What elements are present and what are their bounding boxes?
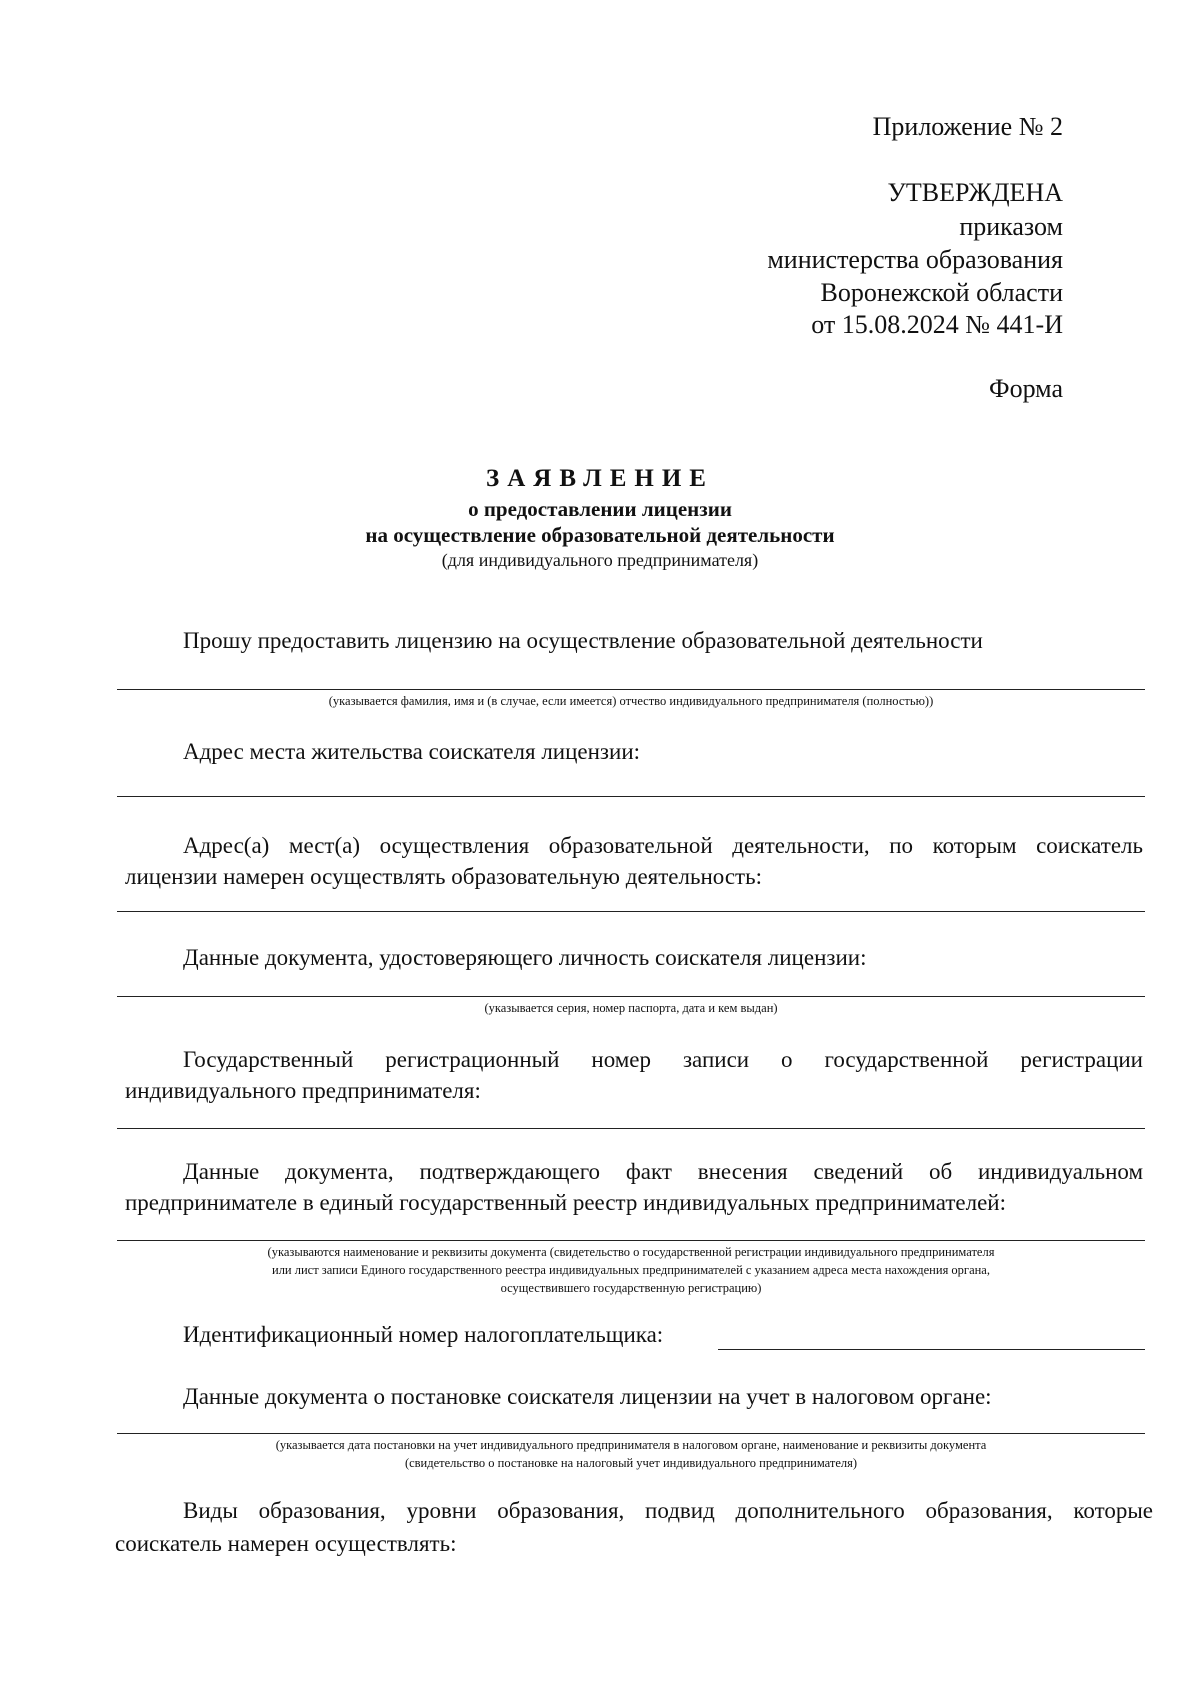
- tax-line[interactable]: [117, 1433, 1145, 1434]
- egrip-label-line-2: предпринимателе в единый государственный реестр индивидуальных предпринимателей:: [125, 1190, 1006, 1215]
- places-line[interactable]: [117, 911, 1145, 912]
- title-line-3: на осуществление образовательной деятельности: [365, 523, 835, 547]
- residence-line[interactable]: [117, 796, 1145, 797]
- residence-label: Адрес места жительства соискателя лицензии:: [183, 739, 641, 764]
- regnum-label-line-1: Государственный регистрационный номер записи о государственной регистрации: [183, 1047, 1143, 1072]
- identity-note: (указывается серия, номер паспорта, дата и кем выдан): [484, 1001, 778, 1015]
- document-title: ЗАЯВЛЕНИЕ: [486, 465, 714, 492]
- inn-line[interactable]: [718, 1349, 1145, 1350]
- identity-label: Данные документа, удостоверяющего личность соискателя лицензии:: [183, 945, 867, 970]
- applicant-name-line[interactable]: [117, 689, 1145, 690]
- tax-label: Данные документа о постановке соискателя лицензии на учет в налоговом органе:: [183, 1384, 992, 1409]
- appendix-label: Приложение № 2: [872, 112, 1063, 141]
- identity-line[interactable]: [117, 996, 1145, 997]
- form-label: Форма: [989, 374, 1063, 403]
- tax-note-line-1: (указывается дата постановки на учет индивидуального предпринимателя в налоговом органе, наименование и реквизиты документа: [275, 1438, 987, 1452]
- regnum-label-line-2: индивидуального предпринимателя:: [125, 1078, 481, 1103]
- egrip-label-line-1: Данные документа, подтверждающего факт внесения сведений об индивидуальном: [183, 1159, 1143, 1184]
- places-label-line-1: Адрес(а) мест(а) осуществления образовательной деятельности, по которым соискатель: [183, 833, 1143, 858]
- inn-label: Идентификационный номер налогоплательщика:: [183, 1322, 664, 1347]
- title-line-2: о предоставлении лицензии: [468, 497, 732, 521]
- regnum-line[interactable]: [117, 1128, 1145, 1129]
- egrip-note-line-3: осуществившего государственную регистрацию): [500, 1281, 762, 1295]
- kinds-label-line-2: соискатель намерен осуществлять:: [115, 1531, 457, 1556]
- order-line-2: министерства образования: [767, 245, 1063, 274]
- egrip-note-line-1: (указываются наименование и реквизиты документа (свидетельство о государственной регистрации индивидуального предпринимателя: [267, 1245, 995, 1259]
- places-label-line-2: лицензии намерен осуществлять образовательную деятельность:: [125, 864, 762, 889]
- request-text: Прошу предоставить лицензию на осуществление образовательной деятельности: [183, 628, 983, 653]
- order-line-1: приказом: [959, 212, 1063, 241]
- tax-note-line-2: (свидетельство о постановке на налоговый учет индивидуального предпринимателя): [404, 1456, 858, 1470]
- title-line-4: (для индивидуального предпринимателя): [441, 550, 759, 570]
- kinds-label-line-1: Виды образования, уровни образования, подвид дополнительного образования, которые: [183, 1498, 1153, 1523]
- applicant-name-note: (указывается фамилия, имя и (в случае, если имеется) отчество индивидуального предпринимателя (полностью)): [328, 694, 934, 708]
- order-line-4: от 15.08.2024 № 441-И: [811, 310, 1063, 339]
- order-line-3: Воронежской области: [820, 278, 1063, 307]
- egrip-line[interactable]: [117, 1240, 1145, 1241]
- egrip-note-line-2: или лист записи Единого государственного реестра индивидуальных предпринимателей с указанием адреса места нахождения органа,: [272, 1263, 990, 1277]
- approved-label: УТВЕРЖДЕНА: [887, 178, 1063, 207]
